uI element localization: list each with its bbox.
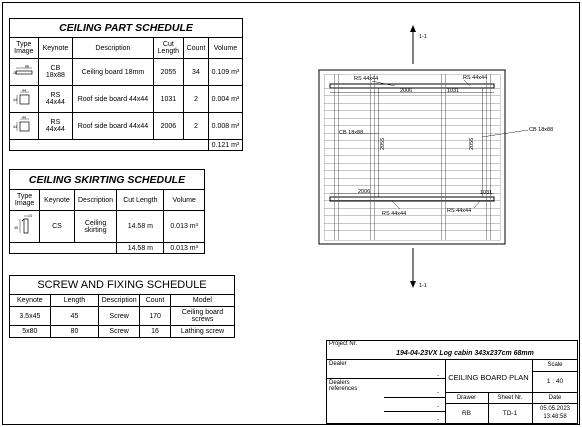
label-dim-2055: 2055	[380, 137, 386, 150]
date-label: Date	[548, 395, 562, 401]
section-marker-top: 1-1	[419, 34, 427, 40]
keynote-cell: RS 44x44	[38, 113, 72, 140]
scale-value: 1 : 40	[546, 378, 564, 385]
label-dim-1031-bottom: 1031	[480, 190, 493, 196]
volume-cell: 0.008 m³	[208, 113, 242, 140]
header-cut-length: Cut Length	[153, 38, 183, 59]
header-keynote: Keynote	[40, 190, 74, 211]
dealers-references-value-2: -	[437, 404, 439, 410]
description-cell: Ceiling board 18mm	[73, 59, 154, 86]
dim-label: 88	[24, 64, 29, 69]
divider	[326, 378, 445, 379]
header-cut-length: Cut Length	[117, 190, 164, 211]
header-volume: Volume	[164, 190, 205, 211]
dealers-references-value-3: -	[437, 417, 439, 423]
cut-length-cell: 2055	[153, 59, 183, 86]
label-dim-1031-top: 1031	[447, 88, 460, 94]
section-arrow-top-icon	[410, 25, 416, 32]
drawer-value: RB	[461, 410, 472, 417]
sheet-value: TD-1	[502, 410, 518, 417]
label-cb-right: CB 18x88	[529, 127, 554, 133]
drawing-name: CEILING BOARD PLAN	[448, 373, 529, 382]
volume-cell: 0.004 m³	[208, 86, 242, 113]
plan-outline	[319, 70, 505, 244]
header-description: Description	[99, 295, 140, 307]
description-cell: Screw	[99, 326, 140, 338]
length-cell: 80	[50, 326, 98, 338]
header-type-image: Type Image	[10, 38, 39, 59]
header-count: Count	[184, 38, 209, 59]
ceiling-boards	[324, 88, 500, 230]
description-cell: Roof side board 44x44	[73, 113, 154, 140]
cut-length-cell: 14.58 m	[117, 211, 164, 243]
header-description: Description	[74, 190, 117, 211]
label-dim-2006-top: 2006	[400, 88, 413, 94]
keynote-cell: 5x80	[10, 326, 51, 338]
label-rs-bottom-left: RS 44x44	[382, 211, 407, 217]
keynote-cell: 3.5x45	[10, 307, 51, 326]
divider	[445, 392, 578, 393]
dim-label: 44	[12, 98, 17, 102]
divider	[384, 411, 445, 412]
leader-lines	[363, 80, 528, 209]
divider	[532, 371, 578, 372]
count-cell: 34	[184, 59, 209, 86]
section-marker-bottom: 1-1	[419, 283, 427, 289]
count-cell: 2	[184, 86, 209, 113]
header-type-image: Type Image	[10, 190, 40, 211]
count-cell: 170	[140, 307, 171, 326]
cut-length-cell: 2006	[153, 113, 183, 140]
dim-label: 44	[12, 125, 17, 129]
divider	[326, 359, 578, 360]
project-name: 194-04-23VX Log cabin 343x237cm 68mm	[396, 350, 534, 357]
count-cell: 2	[184, 113, 209, 140]
dim-label: 44	[21, 115, 26, 120]
keynote-cell: CS	[40, 211, 74, 243]
total-volume: 0.121 m³	[208, 140, 242, 151]
label-cb-left: CB 18x88	[339, 130, 364, 136]
divider	[445, 403, 578, 404]
label-rs-top-left: RS 44x44	[354, 76, 379, 82]
header-length: Length	[50, 295, 98, 307]
description-cell: Roof side board 44x44	[73, 86, 154, 113]
sheet-label: Sheet Nr.	[497, 395, 523, 401]
dim-label: 44	[21, 88, 26, 93]
header-count: Count	[140, 295, 171, 307]
divider	[384, 397, 445, 398]
dealer-label: Dealer	[329, 361, 347, 367]
description-cell: Ceiling skirting	[74, 211, 117, 243]
dim-label: 18	[12, 71, 17, 75]
label-rs-top-right: RS 44x44	[463, 75, 488, 81]
volume-cell: 0.013 m³	[164, 211, 205, 243]
project-nr-label: Project Nr.	[329, 341, 358, 347]
label-rs-bottom-right: RS 44x44	[447, 208, 472, 214]
drawer-label: Drawer	[456, 395, 477, 401]
dealers-references-value-1: -	[437, 390, 439, 396]
keynote-cell: CB 18x88	[38, 59, 72, 86]
scale-label: Scale	[547, 362, 563, 368]
header-model: Model	[170, 295, 234, 307]
dim-label: 45	[13, 225, 18, 230]
header-volume: Volume	[208, 38, 242, 59]
time-value: 13:48:58	[543, 414, 567, 420]
total-length: 14.58 m	[117, 243, 164, 254]
ceiling-skirting-schedule-title-text: CEILING SKIRTING SCHEDULE	[28, 173, 186, 186]
total-volume: 0.013 m³	[164, 243, 205, 254]
model-cell: Lathing screw	[170, 326, 234, 338]
dim-label: 15	[27, 213, 32, 218]
count-cell: 16	[140, 326, 171, 338]
cut-length-cell: 1031	[153, 86, 183, 113]
dealers-references-label: Dealers references	[329, 380, 358, 392]
label-dim-2006-bottom: 2006	[358, 189, 371, 195]
section-arrow-bottom-icon	[410, 281, 416, 288]
description-cell: Screw	[99, 307, 140, 326]
ceiling-part-schedule-title-text: CEILING PART SCHEDULE	[59, 22, 193, 34]
label-dim-2056: 2056	[469, 137, 475, 150]
header-keynote: Keynote	[10, 295, 51, 307]
length-cell: 45	[50, 307, 98, 326]
volume-cell: 0.109 m³	[208, 59, 242, 86]
header-description: Description	[73, 38, 154, 59]
model-cell: Ceiling board screws	[170, 307, 234, 326]
date-value: 05.05.2023	[539, 406, 571, 412]
dealer-value: -	[437, 373, 439, 379]
keynote-cell: RS 44x44	[38, 86, 72, 113]
header-keynote: Keynote	[38, 38, 72, 59]
screw-schedule-title-text: SCREW AND FIXING SCHEDULE	[37, 279, 207, 291]
